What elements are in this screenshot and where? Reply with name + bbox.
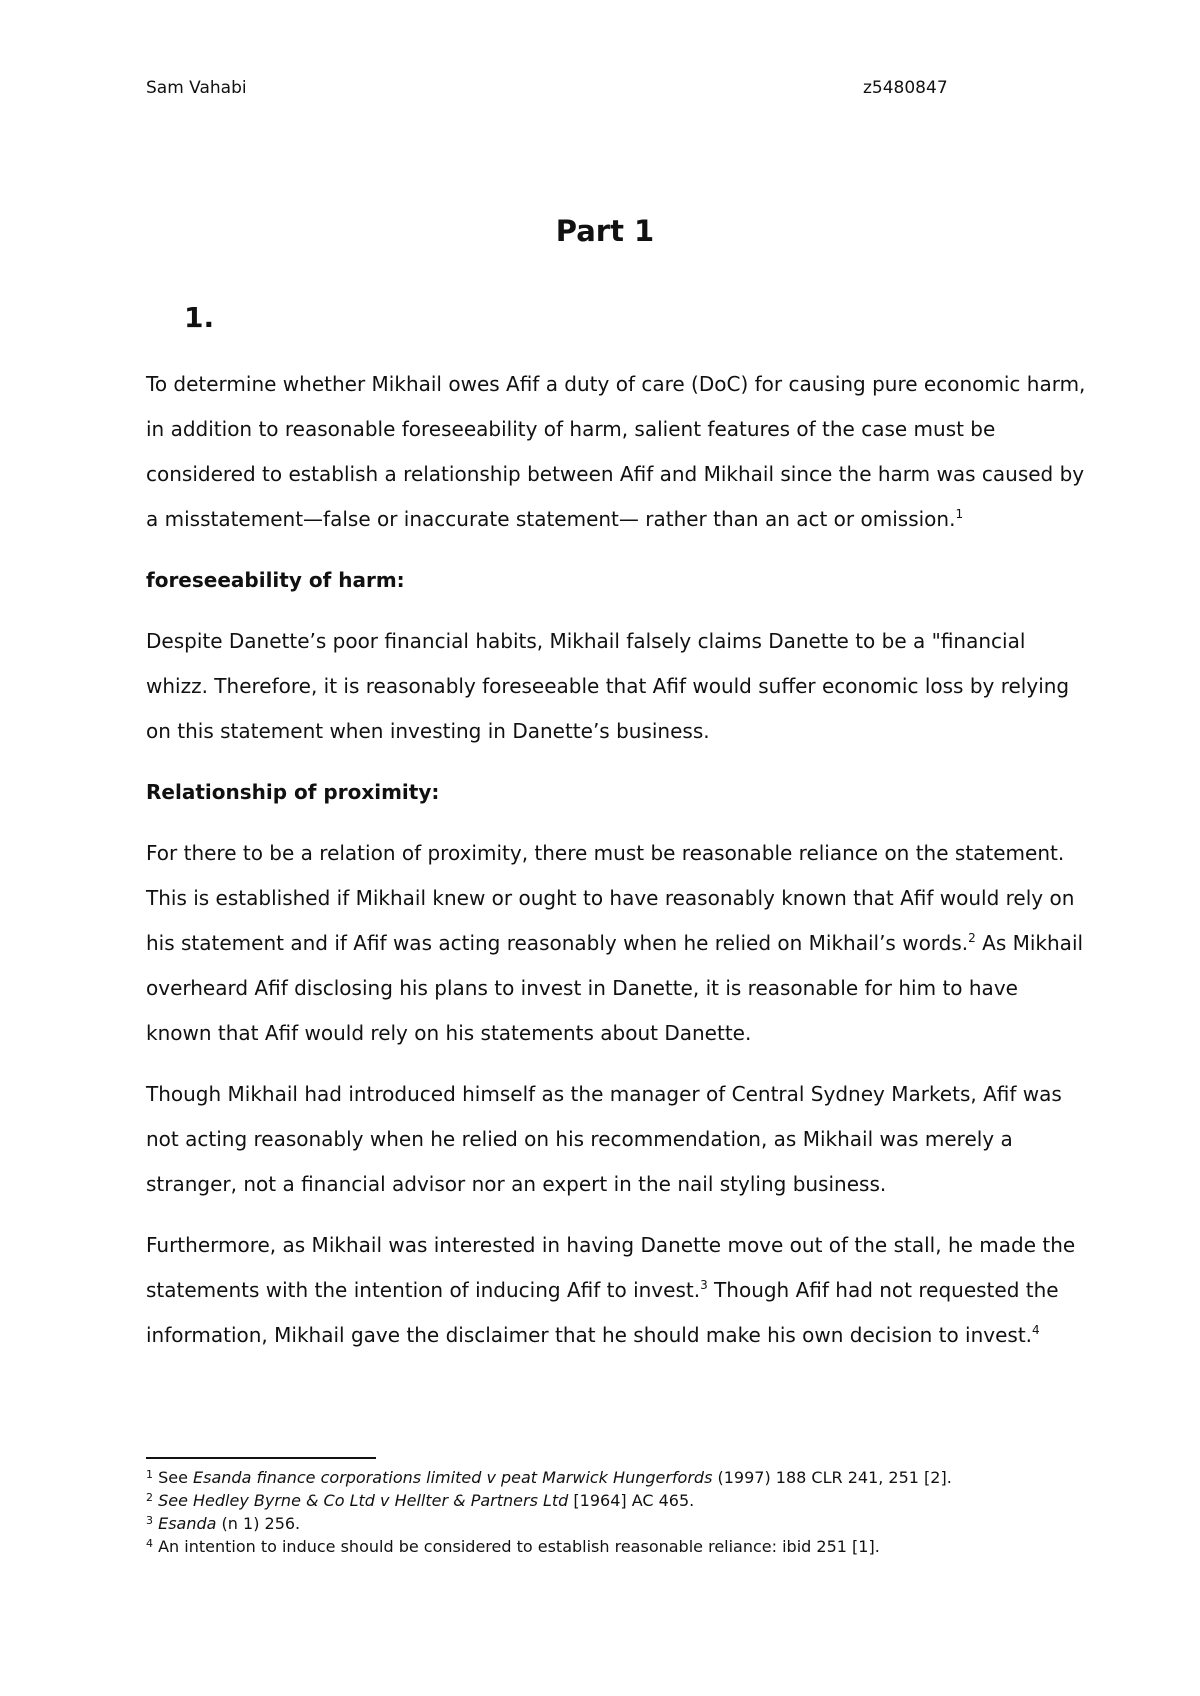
question-number: 1. [184, 301, 215, 334]
footnote-ref-3[interactable]: 3 [700, 1278, 708, 1292]
paragraph-proximity [146, 831, 1086, 1056]
paragraph-text: Furthermore, as Mikhail was interested in having Danette move out of the stall, he made the statements with the intention of inducing Afif to invest. [146, 1233, 1076, 1302]
heading-foreseeability: foreseeability of harm: [146, 568, 405, 592]
footnote-ref-1[interactable]: 1 [955, 507, 964, 521]
paragraph-text: Though Afif had not requested the information, Mikhail gave the disclaimer that he should make his own decision to invest. [146, 1278, 1059, 1347]
footnote-separator [146, 1457, 376, 1459]
footnote-ref-4[interactable]: 4 [1032, 1323, 1040, 1337]
heading-proximity: Relationship of proximity: [146, 780, 440, 804]
footnotes [146, 1466, 1106, 1558]
footnote-3: $^3$ Esanda (n 1) 256. [146, 1514, 301, 1533]
student-id: z5480847 [863, 78, 948, 98]
paragraph-intention [146, 1223, 1086, 1358]
paragraph-text: As Mikhail overheard Afif disclosing his plans to invest in Danette, it is reasonable for him to have known that Afif would rely on his statements about Danette. [146, 931, 1084, 1045]
paragraph-text: For there to be a relation of proximity, there must be reasonable reliance on the statement. This is established if Mikhail knew or ought to have reasonably known that Afif would rely on his statement and if Afif was acting reasonably when he relied on Mikhail’s words. [146, 841, 1075, 955]
footnote-4: $^4$ An intention to induce should be considered to establish reasonable reliance: ibid 251 [1]. [146, 1537, 880, 1556]
footnote-2: $^2$ See Hedley Byrne & Co Ltd v Hellter & Partners Ltd [1964] AC 465. [146, 1491, 695, 1510]
paragraph-foreseeability: Despite Danette’s poor financial habits, Mikhail falsely claims Danette to be a "financial whizz. Therefore, it is reasonably foreseeable that Afif would suffer economic loss by relying on this statement when investing in Danette’s business. [146, 629, 1070, 743]
footnote-1: $^1$ See Esanda finance corporations limited v peat Marwick Hungerfords (1997) 188 CLR 241, 251 [2]. [146, 1468, 952, 1487]
page-title: Part 1 [555, 214, 655, 248]
paragraph-text: To determine whether Mikhail owes Afif a duty of care (DoC) for causing pure economic harm, in addition to reasonable foreseeability of harm, salient features of the case must be considered to establish a relationship between Afif and Mikhail since the harm was caused by a misstatement—false or inaccurate statement— rather than an act or omission. [146, 372, 1086, 531]
footnote-ref-2[interactable]: 2 [968, 931, 976, 945]
paragraph-reasonableness: Though Mikhail had introduced himself as the manager of Central Sydney Markets, Afif was not acting reasonably when he relied on his recommendation, as Mikhail was merely a stranger, not a financial advisor nor an expert in the nail styling business. [146, 1082, 1062, 1196]
paragraph-intro [146, 362, 1086, 542]
author-name: Sam Vahabi [146, 78, 247, 98]
body-text [146, 362, 1086, 1374]
